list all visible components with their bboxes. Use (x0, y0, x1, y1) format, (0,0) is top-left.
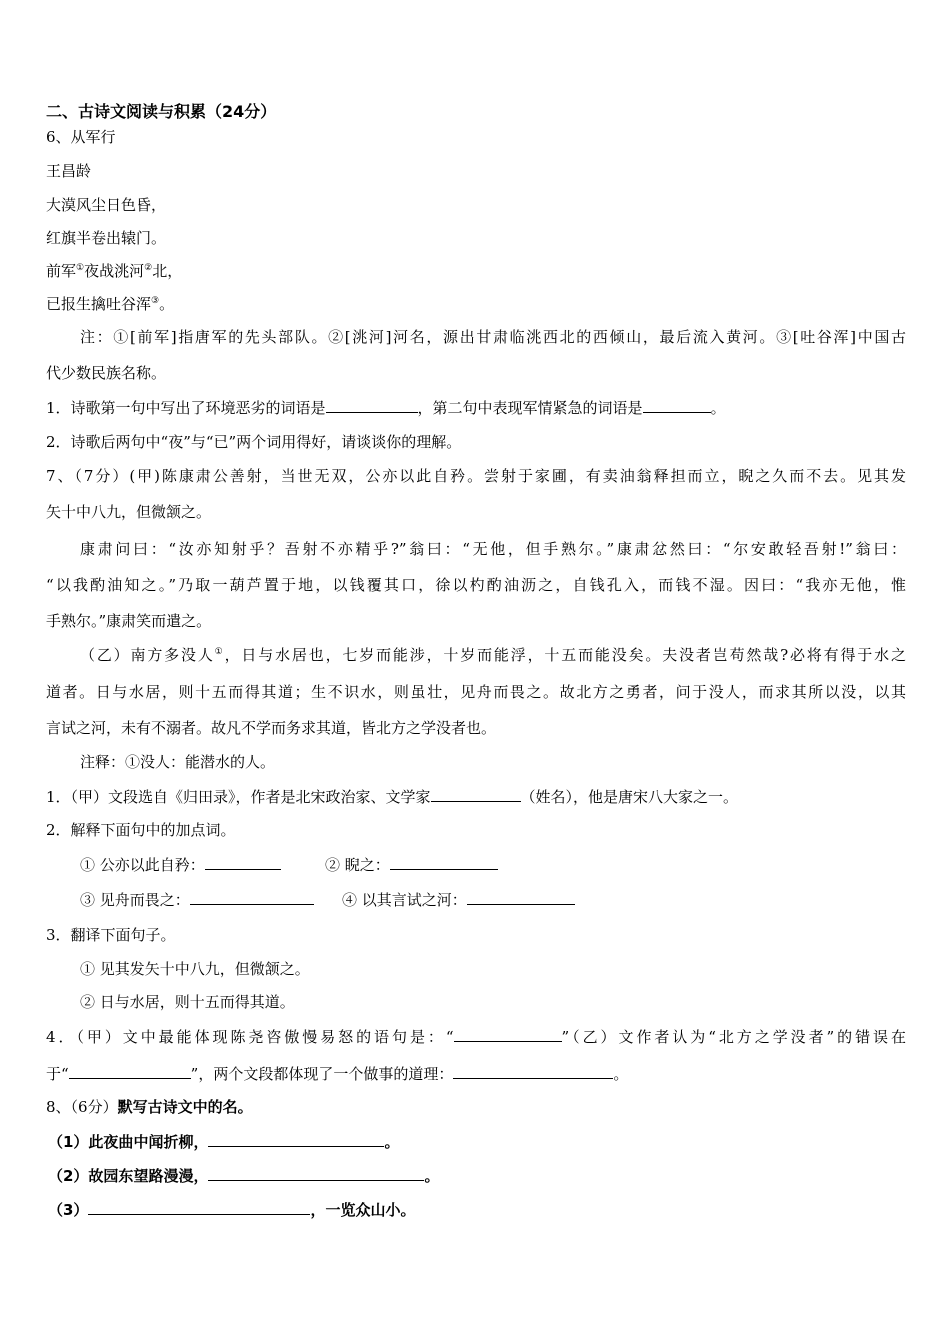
q6-sub-1 (46, 397, 726, 418)
q6-sub-2: 2．诗歌后两句中“夜”与“已”两个词用得好，请谈谈你的理解。 (46, 433, 462, 451)
poem-line-3-part-3: 北， (152, 262, 183, 280)
answer-blank[interactable] (205, 854, 281, 870)
q7-sub-2-item-1-text: ① 公亦以此自矜： (80, 856, 205, 874)
q7-sub-4-line-1 (46, 1026, 906, 1047)
q7-jia-text-3: 康肃问曰：“汝亦知射乎？吾射不亦精乎?”翁曰：“无他，但手熟尔。”康肃忿然曰：“尔安敢轻吾射!”翁曰： (80, 540, 906, 558)
poem-line-3-part-2: 夜战洮河 (84, 262, 145, 280)
answer-blank[interactable] (467, 889, 575, 905)
q7-jia-line-5: 手熟尔。”康肃笑而遣之。 (46, 612, 212, 630)
section-heading: 二、古诗文阅读与积累（24分） (46, 102, 277, 121)
q8-item-1-text: （1）此夜曲中闻折柳， (48, 1133, 209, 1151)
q8-item-3-end: ，一览众山小。 (310, 1201, 416, 1219)
q6-sub-1-text-b: ，第二句中表现军情紧急的词语是 (417, 399, 643, 417)
q7-sub-2-item-4 (342, 889, 575, 910)
footnote-mark: ① (214, 647, 225, 657)
poem-line-3 (46, 261, 182, 281)
poem-line-2: 红旗半卷出辕门。 (46, 229, 167, 247)
poem-line-1: 大漠风尘日色昏， (46, 196, 167, 214)
answer-blank[interactable] (190, 889, 314, 905)
answer-blank[interactable] (643, 397, 711, 413)
q7-sub-3-item-1: ① 见其发矢十中八九，但微颔之。 (80, 960, 310, 978)
q8-item-3 (48, 1199, 415, 1220)
q7-sub-2-item-2 (325, 854, 498, 875)
q7-sub-4-text-1 (46, 1026, 906, 1047)
footnote-mark-3: ③ (151, 296, 160, 306)
q7-sub-2-item-2-text: ② 睨之： (325, 856, 390, 874)
q7-sub-2-item-1 (80, 854, 281, 875)
poem-notes (80, 327, 906, 347)
q7-sub-4-text-2c: 。 (613, 1065, 629, 1083)
poem-line-4-part-1: 已报生擒吐谷浑 (46, 295, 152, 313)
q7-sub-3-item-2: ② 日与水居，则十五而得其道。 (80, 993, 295, 1011)
q7-sub-1 (46, 786, 738, 807)
footnote-mark-2: ② (144, 263, 153, 273)
q7-sub-2-item-4-text: ④ 以其言试之河： (342, 891, 467, 909)
q7-yi-text-1a: （乙）南方多没人 (80, 646, 215, 664)
q7-sub-2: 2．解释下面句中的加点词。 (46, 821, 236, 839)
poem-notes-line-2: 代少数民族名称。 (46, 364, 167, 382)
poem-notes-line-1: 注：①[前军]指唐军的先头部队。②[洮河]河名，源出甘肃临洮西北的西倾山，最后流入黄河。③[吐谷浑]中国古 (80, 328, 906, 346)
q8-item-1 (48, 1131, 399, 1152)
q8-item-3-text: （3） (48, 1201, 89, 1219)
answer-blank[interactable] (208, 1165, 424, 1181)
footnote-mark-1: ① (76, 263, 85, 273)
q8-title-number: 8、（6分） (46, 1098, 118, 1116)
poem-line-3-part-1: 前军 (46, 262, 77, 280)
q7-yi-line-2 (46, 682, 906, 702)
q8-item-2-text: （2）故园东望路漫漫， (48, 1167, 209, 1185)
q7-sub-4-line-2 (46, 1063, 628, 1084)
q7-note: 注释：①没人：能潜水的人。 (80, 753, 276, 771)
poem-line-4-part-2: 。 (159, 295, 175, 313)
q7-sub-3: 3．翻译下面句子。 (46, 926, 176, 944)
q7-jia-text-1: 7、（7分）(甲)陈康肃公善射，当世无双，公亦以此自矜。尝射于家圃，有卖油翁释担而立，睨之久而不去。见其发 (46, 467, 906, 485)
answer-blank[interactable] (453, 1063, 613, 1079)
answer-blank[interactable] (390, 854, 498, 870)
q8-title-text: 默写古诗文中的名。 (117, 1098, 253, 1116)
q7-sub-1-text-b: （姓名），他是唐宋八大家之一。 (520, 788, 739, 806)
q8-item-1-end: 。 (384, 1133, 400, 1151)
q7-jia-line-3 (80, 539, 906, 559)
q7-jia-line-1 (46, 466, 906, 486)
q7-yi-line-3: 言试之河，未有不溺者。故凡不学而务求其道，皆北方之学没者也。 (46, 719, 497, 737)
q7-sub-2-item-3-text: ③ 见舟而畏之： (80, 891, 190, 909)
q7-sub-1-text-a: 1．（甲）文段选自《归田录》，作者是北宋政治家、文学家 (46, 788, 431, 806)
q8-item-2-end: 。 (424, 1167, 440, 1185)
q8-item-2 (48, 1165, 439, 1186)
q7-sub-4-text-1b: ”（乙）文作者认为“北方之学没者”的错误在 (561, 1028, 906, 1046)
poem-line-4 (46, 294, 174, 314)
answer-blank[interactable] (326, 397, 418, 413)
answer-blank[interactable] (69, 1063, 191, 1079)
answer-blank[interactable] (454, 1026, 562, 1042)
q7-yi-line-1 (80, 645, 906, 665)
q6-sub-1-text-a: 1．诗歌第一句中写出了环境恶劣的词语是 (46, 399, 326, 417)
q7-jia-line-4 (46, 575, 906, 595)
q7-yi-text-1b: ，日与水居也，七岁而能涉，十岁而能浮，十五而能没矣。夫没者岂苟然哉?必将有得于水之 (224, 646, 906, 664)
q7-sub-2-item-3 (80, 889, 314, 910)
q7-jia-text-4: “以我酌油知之。”乃取一葫芦置于地，以钱覆其口，徐以杓酌油沥之，自钱孔入，而钱不湿。因曰：“我亦无他，惟 (46, 576, 906, 594)
q7-yi-text-2: 道者。日与水居，则十五而得其道；生不识水，则虽壮，见舟而畏之。故北方之勇者，问于没人，而求其所以没，以其 (46, 683, 906, 701)
answer-blank[interactable] (208, 1131, 384, 1147)
q6-sub-1-text-c: 。 (710, 399, 726, 417)
answer-blank[interactable] (88, 1199, 310, 1215)
q7-sub-4-text-2a: 于“ (46, 1065, 69, 1083)
q6-title: 6、从军行 (46, 128, 116, 146)
answer-blank[interactable] (431, 786, 521, 802)
q7-sub-4-text-1a: 4．（甲）文中最能体现陈尧咨傲慢易怒的语句是：“ (46, 1028, 454, 1046)
poem-author: 王昌龄 (46, 162, 92, 180)
q7-jia-line-2: 矢十中八九，但微颔之。 (46, 503, 212, 521)
q8-title (46, 1097, 253, 1117)
q7-sub-4-text-2b: ”，两个文段都体现了一个做事的道理： (190, 1065, 454, 1083)
q7-yi-text-1 (80, 645, 906, 665)
